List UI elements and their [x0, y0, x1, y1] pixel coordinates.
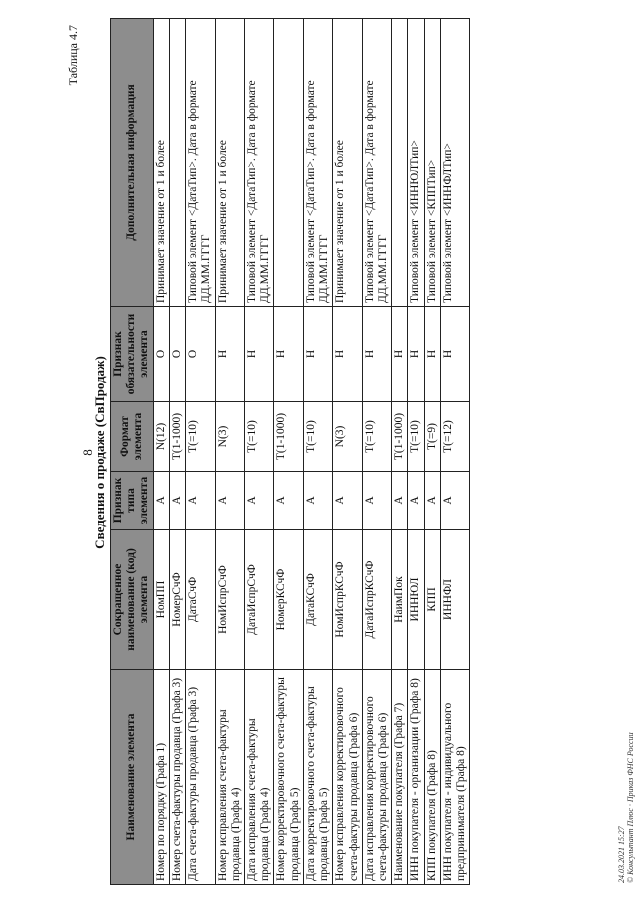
- cell-format: T(=9): [424, 402, 440, 472]
- table-row: [244, 19, 273, 885]
- stamp-line-1: 24.03.2021 15:27: [616, 826, 626, 883]
- cell-type: А: [215, 472, 244, 530]
- cell-name: Дата исправления корректировочного счета-фактуры продавца (Графа 6): [362, 670, 391, 885]
- cell-required: О: [153, 307, 169, 402]
- cell-type: А: [186, 472, 215, 530]
- cell-type: А: [440, 472, 469, 530]
- cell-type: А: [362, 472, 391, 530]
- cell-code: ДатаКСчФ: [303, 530, 332, 670]
- elements-table: [110, 18, 470, 885]
- cell-info: Типовой элемент <ДатаТип>. Дата в формате ДД.ММ.ГГГГ: [362, 19, 391, 307]
- table-row: [424, 19, 440, 885]
- cell-name: ИНН покупателя - организации (Графа 8): [408, 670, 424, 885]
- cell-name: Номер исправления счета-фактуры продавца (Графа 4): [215, 670, 244, 885]
- cell-format: T(1-1000): [392, 402, 408, 472]
- cell-type: А: [153, 472, 169, 530]
- table-title: Сведения о продаже (СвПродаж): [92, 356, 107, 549]
- cell-info: Принимает значение от 1 и более: [153, 19, 169, 307]
- print-stamp: [617, 732, 636, 883]
- col-header-required: Признак обязательности элемента: [111, 307, 154, 402]
- col-header-name: Наименование элемента: [111, 670, 154, 885]
- cell-format: N(3): [333, 402, 362, 472]
- cell-code: НомерКСчФ: [274, 530, 303, 670]
- table-row: [408, 19, 424, 885]
- cell-code: НомИспрКСчФ: [333, 530, 362, 670]
- cell-info: Типовой элемент <ДатаТип>. Дата в формате ДД.ММ.ГГГГ: [186, 19, 215, 307]
- cell-required: Н: [303, 307, 332, 402]
- cell-required: О: [186, 307, 215, 402]
- cell-format: N(3): [215, 402, 244, 472]
- cell-required: Н: [408, 307, 424, 402]
- cell-format: T(=10): [244, 402, 273, 472]
- table-row: [362, 19, 391, 885]
- table-row: [274, 19, 303, 885]
- cell-name: Номер исправления корректировочного счета-фактуры продавца (Графа 6): [333, 670, 362, 885]
- col-header-type: Признак типа элемента: [111, 472, 154, 530]
- cell-required: Н: [215, 307, 244, 402]
- cell-type: А: [169, 472, 185, 530]
- cell-required: Н: [244, 307, 273, 402]
- cell-name: Дата счета-фактуры продавца (Графа 3): [186, 670, 215, 885]
- cell-info: Типовой элемент <ИННФЛТип>: [440, 19, 469, 307]
- table-row: [169, 19, 185, 885]
- cell-required: Н: [333, 307, 362, 402]
- cell-format: T(1-1000): [274, 402, 303, 472]
- cell-name: Номер счета-фактуры продавца (Графа 3): [169, 670, 185, 885]
- cell-info: [169, 19, 185, 307]
- cell-name: Дата корректировочного счета-фактуры продавца (Графа 5): [303, 670, 332, 885]
- cell-required: О: [169, 307, 185, 402]
- cell-name: Номер корректировочного счета-фактуры продавца (Графа 5): [274, 670, 303, 885]
- cell-required: Н: [424, 307, 440, 402]
- cell-info: Типовой элемент <КППТип>: [424, 19, 440, 307]
- table-row: [303, 19, 332, 885]
- cell-code: НомерСчФ: [169, 530, 185, 670]
- cell-format: T(=10): [408, 402, 424, 472]
- cell-type: А: [274, 472, 303, 530]
- cell-format: T(=10): [186, 402, 215, 472]
- table-header: [111, 19, 154, 885]
- cell-info: Принимает значение от 1 и более: [333, 19, 362, 307]
- cell-info: Типовой элемент <ИННЮЛТип>: [408, 19, 424, 307]
- cell-format: N(12): [153, 402, 169, 472]
- cell-required: Н: [440, 307, 469, 402]
- cell-code: НомИспрСчФ: [215, 530, 244, 670]
- col-header-info: Дополнительная информация: [111, 19, 154, 307]
- cell-required: Н: [392, 307, 408, 402]
- cell-required: Н: [274, 307, 303, 402]
- cell-name: ИНН покупателя - индивидуального предпринимателя (Графа 8): [440, 670, 469, 885]
- cell-format: T(1-1000): [169, 402, 185, 472]
- col-header-code: Сокращенное наименование (код) элемента: [111, 530, 154, 670]
- cell-format: T(=10): [362, 402, 391, 472]
- cell-name: Дата исправления счета-фактуры продавца (Графа 4): [244, 670, 273, 885]
- cell-code: НомПП: [153, 530, 169, 670]
- cell-required: Н: [362, 307, 391, 402]
- cell-code: ИННФЛ: [440, 530, 469, 670]
- table-row: [186, 19, 215, 885]
- table-row: [215, 19, 244, 885]
- table-number: Таблица 4.7: [66, 25, 80, 86]
- cell-format: T(=12): [440, 402, 469, 472]
- cell-format: T(=10): [303, 402, 332, 472]
- cell-type: А: [392, 472, 408, 530]
- cell-type: А: [303, 472, 332, 530]
- cell-info: [392, 19, 408, 307]
- col-header-format: Формат элемента: [111, 402, 154, 472]
- cell-info: Типовой элемент <ДатаТип>. Дата в формате ДД.ММ.ГГГГ: [303, 19, 332, 307]
- cell-type: А: [244, 472, 273, 530]
- cell-info: Типовой элемент <ДатаТип>. Дата в формате ДД.ММ.ГГГГ: [244, 19, 273, 307]
- cell-name: КПП покупателя (Графа 8): [424, 670, 440, 885]
- cell-type: А: [424, 472, 440, 530]
- cell-code: ДатаСчФ: [186, 530, 215, 670]
- cell-name: Наименование покупателя (Графа 7): [392, 670, 408, 885]
- table-row: [440, 19, 469, 885]
- table-row: [333, 19, 362, 885]
- cell-name: Номер по порядку (Графа 1): [153, 670, 169, 885]
- table-row: [392, 19, 408, 885]
- cell-code: ДатаИспрКСчФ: [362, 530, 391, 670]
- cell-code: КПП: [424, 530, 440, 670]
- table-row: [153, 19, 169, 885]
- cell-code: ИННЮЛ: [408, 530, 424, 670]
- stamp-line-2: © Консультант Плюс · Приказ ФНС России: [626, 732, 636, 883]
- page-number: 8: [80, 449, 95, 456]
- cell-type: А: [333, 472, 362, 530]
- cell-info: [274, 19, 303, 307]
- cell-info: Принимает значение от 1 и более: [215, 19, 244, 307]
- cell-type: А: [408, 472, 424, 530]
- cell-code: НаимПок: [392, 530, 408, 670]
- cell-code: ДатаИспрСчФ: [244, 530, 273, 670]
